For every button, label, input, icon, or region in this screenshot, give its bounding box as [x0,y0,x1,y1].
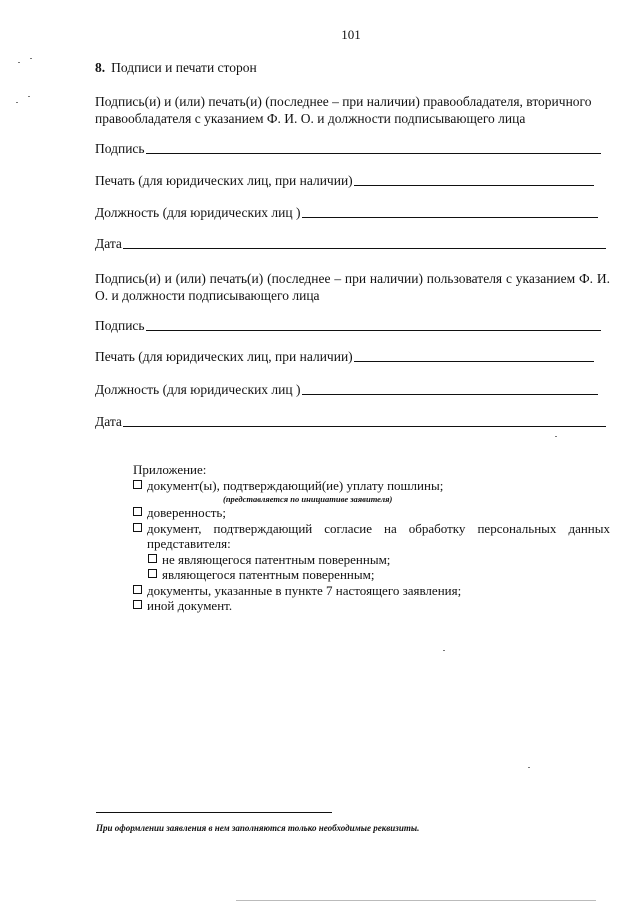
footnote-divider [96,812,332,813]
user-intro: Подпись(и) и (или) печать(и) (последнее – при наличии) пользователя с указанием Ф. И. О. и должности подписывающего лица [95,271,610,303]
seal-label: Печать (для юридических лиц, при наличии) [95,173,353,188]
attachment-item-fee-docs[interactable] [133,478,610,494]
position-label: Должность (для юридических лиц ) [95,382,301,397]
checkbox-icon[interactable] [133,507,142,516]
checkbox-icon[interactable] [148,554,157,563]
rightholder-signature-field[interactable] [95,141,601,157]
user-seal-field[interactable] [95,349,594,365]
attachment-item-label: не являющегося патентным поверенным; [162,551,391,567]
signature-label: Подпись [95,318,145,333]
seal-line[interactable] [354,184,594,186]
seal-label: Печать (для юридических лиц, при наличии) [95,349,353,364]
attachment-item-label: доверенность; [147,505,226,520]
rightholder-seal-field[interactable] [95,173,594,189]
checkbox-icon[interactable] [133,600,142,609]
attachment-item-label: документ(ы), подтверждающий(ие) уплату пошлины; [147,477,444,493]
scan-speck [28,96,30,97]
scan-edge [236,900,596,901]
signature-label: Подпись [95,141,145,156]
seal-line[interactable] [354,360,594,362]
attachment-item-docs-item7[interactable] [133,583,610,599]
date-line[interactable] [123,247,606,249]
section-title: Подписи и печати сторон [111,60,257,75]
rightholder-position-field[interactable] [95,205,598,221]
user-position-field[interactable] [95,382,598,398]
section-heading [95,60,257,76]
attachment-list [133,462,610,614]
footnote: При оформлении заявления в нем заполняются только необходимые реквизиты. [96,823,420,833]
attachment-fee-note: (представляется по инициативе заявителя) [223,494,393,504]
checkbox-icon[interactable] [133,480,142,489]
user-signature-field[interactable] [95,318,601,334]
position-line[interactable] [302,393,598,395]
attachment-subitem-patent-attorney[interactable] [133,567,610,583]
scan-speck [443,650,445,651]
scan-speck [18,62,20,63]
attachment-item-consent[interactable] [133,521,610,552]
attachment-item-label: иной документ. [147,598,233,613]
signature-line[interactable] [146,329,601,331]
section-number: 8. [95,60,106,75]
user-date-field[interactable] [95,414,606,430]
scan-speck [30,58,32,59]
position-label: Должность (для юридических лиц ) [95,205,301,220]
position-line[interactable] [302,216,598,218]
checkbox-icon[interactable] [133,523,142,532]
scan-speck [16,102,18,103]
attachment-subitem-not-patent-attorney[interactable] [133,552,610,568]
attachment-item-power-of-attorney[interactable] [133,505,610,521]
signature-line[interactable] [146,152,601,154]
date-label: Дата [95,236,122,251]
attachment-item-label: являющегося патентным поверенным; [162,567,375,582]
attachment-heading: Приложение: [133,462,207,477]
attachment-item-other-doc[interactable] [133,598,610,614]
date-label: Дата [95,414,122,429]
checkbox-icon[interactable] [133,585,142,594]
attachment-item-label: документ, подтверждающий согласие на обработку персональных данных представителя: [147,520,610,551]
date-line[interactable] [123,425,606,427]
rightholder-date-field[interactable] [95,236,606,252]
page-number: 101 [341,27,361,42]
attachment-item-label: документы, указанные в пункте 7 настоящего заявления; [147,582,462,598]
scan-speck [555,436,557,437]
rightholder-intro: Подпись(и) и (или) печать(и) (последнее – при наличии) правообладателя, вторичного правообладателя с указанием Ф. И. О. и должности подписывающего лица [95,94,592,126]
scan-speck [528,767,530,768]
checkbox-icon[interactable] [148,569,157,578]
